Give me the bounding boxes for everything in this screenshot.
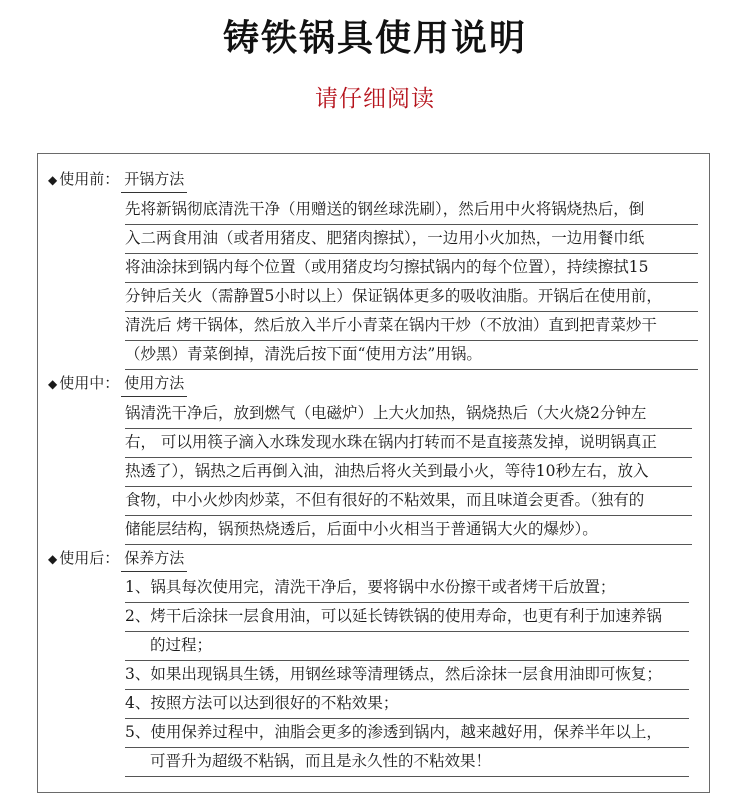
section-heading: 开锅方法 <box>121 166 187 193</box>
text-line: 储能层结构，锅预热烧透后，后面中小火相当于普通锅大火的爆炒）。 <box>125 516 692 545</box>
section-during-use-header <box>48 370 187 396</box>
list-item-continuation: 的过程； <box>125 632 689 661</box>
section-label: 使用中： <box>59 374 120 392</box>
diamond-bullet-icon: ◆ <box>48 552 58 566</box>
section-label: 使用前： <box>59 170 120 188</box>
list-item: 5、使用保养过程中，油脂会更多的渗透到锅内，越来越好用，保养半年以上， <box>125 719 689 748</box>
text-line: （炒黑）青菜倒掉，清洗后按下面“使用方法”用锅。 <box>125 341 698 370</box>
diamond-bullet-icon: ◆ <box>48 173 58 187</box>
list-item: 2、烤干后涂抹一层食用油，可以延长铸铁锅的使用寿命，也更有利于加速养锅 <box>125 603 689 632</box>
text-line: 入二两食用油（或者用猪皮、肥猪肉擦拭），一边用小火加热，一边用餐巾纸 <box>125 225 698 254</box>
text-line: 右， 可以用筷子滴入水珠发现水珠在锅内打转而不是直接蒸发掉，说明锅真正 <box>125 429 692 458</box>
text-line: 食物，中小火炒肉炒菜，不但有很好的不粘效果，而且味道会更香。（独有的 <box>125 487 692 516</box>
section-after-use-header <box>48 545 187 571</box>
page-title: 铸铁锅具使用说明 <box>222 17 527 59</box>
text-line: 将油涂抹到锅内每个位置（或用猪皮均匀擦拭锅内的每个位置），持续擦拭15 <box>125 254 698 283</box>
page-subtitle: 请仔细阅读 <box>315 86 435 112</box>
list-item: 4、按照方法可以达到很好的不粘效果； <box>125 690 689 719</box>
section-label: 使用后： <box>59 549 120 567</box>
section-before-use-header <box>48 166 187 192</box>
section-heading: 保养方法 <box>121 545 187 572</box>
section-heading: 使用方法 <box>121 370 187 397</box>
diamond-bullet-icon: ◆ <box>48 377 58 391</box>
text-line: 分钟后关火（需静置5小时以上）保证锅体更多的吸收油脂。开锅后在使用前， <box>125 283 698 312</box>
list-item-continuation: 可晋升为超级不粘锅，而且是永久性的不粘效果！ <box>125 748 689 777</box>
list-item: 3、如果出现锅具生锈，用钢丝球等清理锈点，然后涂抹一层食用油即可恢复； <box>125 661 689 690</box>
text-line: 先将新锅彻底清洗干净（用赠送的钢丝球洗刷），然后用中火将锅烧热后，倒 <box>125 196 698 225</box>
text-line: 清洗后 烤干锅体，然后放入半斤小青菜在锅内干炒（不放油）直到把青菜炒干 <box>125 312 698 341</box>
list-item: 1、锅具每次使用完，清洗干净后，要将锅中水份擦干或者烤干后放置； <box>125 574 689 603</box>
text-line: 锅清洗干净后，放到燃气（电磁炉）上大火加热，锅烧热后（大火烧2分钟左 <box>125 400 692 429</box>
text-line: 热透了），锅热之后再倒入油，油热后将火关到最小火，等待10秒左右，放入 <box>125 458 692 487</box>
